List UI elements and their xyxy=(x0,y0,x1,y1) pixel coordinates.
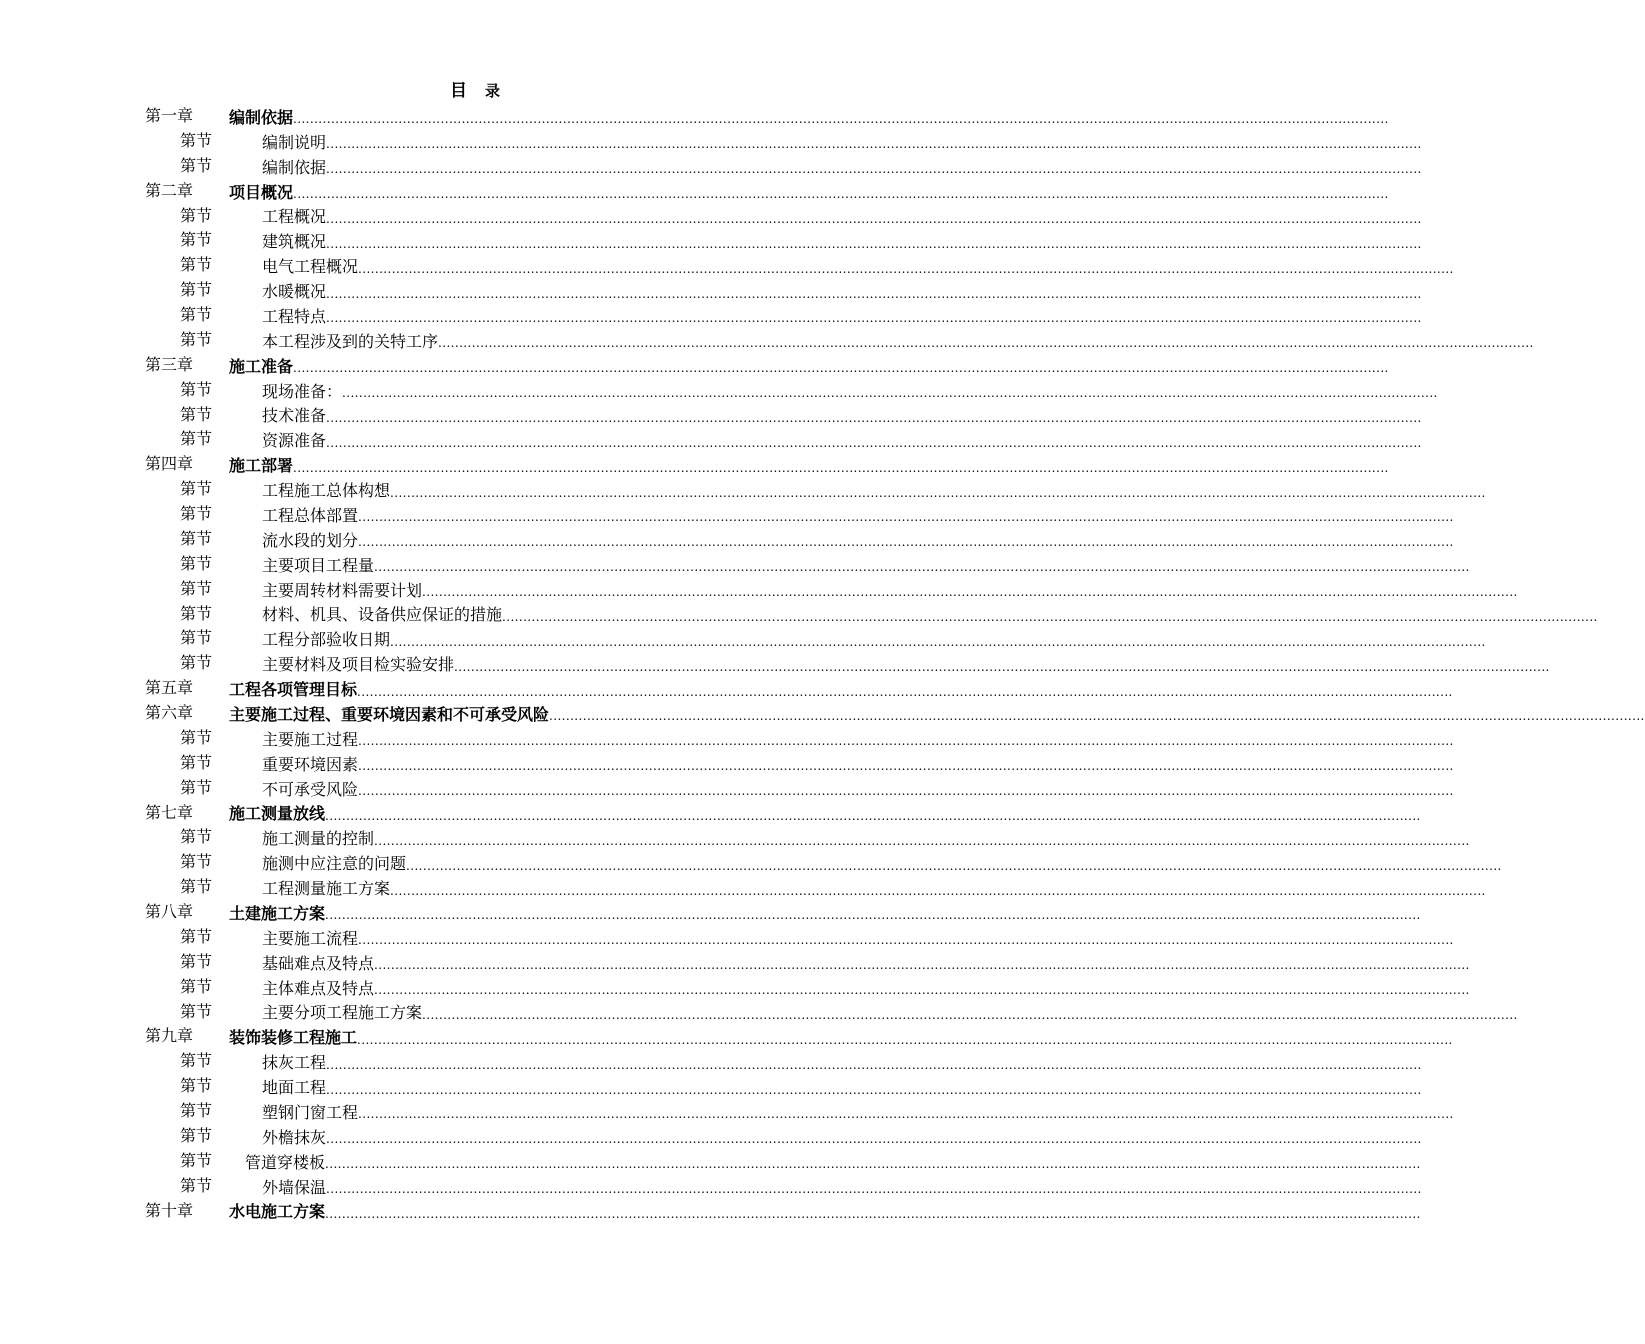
section-number: 第节 xyxy=(180,1150,213,1170)
toc-entry-text xyxy=(262,602,1598,627)
toc-entry-text xyxy=(262,253,1454,278)
chapter-number: 第八章 xyxy=(145,902,194,921)
section-number: 第节 xyxy=(180,329,213,349)
toc-entry-text xyxy=(262,726,1454,751)
dot-leader: .................................................................................................................................................................................................................................................................... xyxy=(326,1057,1422,1072)
toc-section-entry[interactable] xyxy=(0,751,1454,776)
toc-entry-text xyxy=(262,1174,1422,1199)
section-title: 编制说明 xyxy=(262,132,327,152)
dot-leader: .................................................................................................................................................................................................................................................................... xyxy=(326,1132,1422,1147)
toc-entry-text xyxy=(229,1024,1453,1049)
dot-leader: .................................................................................................................................................................................................................................................................... xyxy=(326,211,1422,226)
section-title: 主体难点及特点 xyxy=(262,978,375,998)
section-number: 第节 xyxy=(180,653,213,673)
toc-entry-text xyxy=(229,801,1421,826)
section-title: 抹灰工程 xyxy=(262,1053,327,1073)
toc-entry-text xyxy=(262,328,1534,353)
toc-entry-text xyxy=(262,875,1486,900)
dot-leader: .................................................................................................................................................................................................................................................................... xyxy=(502,609,1598,624)
section-number: 第节 xyxy=(180,1101,213,1120)
toc-entry-text xyxy=(229,1199,1421,1224)
toc-entry-text xyxy=(262,1124,1422,1149)
toc-section-entry[interactable] xyxy=(0,129,1422,154)
section-title: 管道穿楼板 xyxy=(245,1152,326,1172)
section-title: 主要项目工程量 xyxy=(262,555,375,575)
dot-leader: .................................................................................................................................................................................................................................................................... xyxy=(454,659,1550,674)
chapter-number: 第一章 xyxy=(145,106,194,125)
chapter-number: 第五章 xyxy=(145,678,194,698)
toc-chapter-entry[interactable] xyxy=(0,353,1389,378)
dot-leader: .................................................................................................................................................................................................................................................................... xyxy=(358,1107,1454,1122)
dot-leader: .................................................................................................................................................................................................................................................................... xyxy=(390,485,1486,500)
table-of-contents xyxy=(0,104,1645,1223)
chapter-title: 土建施工方案 xyxy=(229,903,326,923)
dot-leader: .................................................................................................................................................................................................................................................................... xyxy=(325,808,1421,823)
dot-leader: .................................................................................................................................................................................................................................................................... xyxy=(293,187,1389,202)
toc-entry-text xyxy=(262,278,1422,303)
chapter-number: 第十章 xyxy=(145,1200,194,1220)
toc-entry-text xyxy=(262,427,1422,452)
section-number: 第节 xyxy=(180,379,213,399)
section-number: 第节 xyxy=(180,628,213,648)
toc-section-entry[interactable] xyxy=(0,278,1422,303)
dot-leader: .................................................................................................................................................................................................................................................................... xyxy=(406,858,1502,873)
section-number: 第节 xyxy=(180,1125,213,1145)
toc-section-entry[interactable] xyxy=(0,975,1470,1000)
dot-leader: .................................................................................................................................................................................................................................................................... xyxy=(358,261,1454,276)
toc-section-entry[interactable] xyxy=(0,825,1470,850)
dot-leader: .................................................................................................................................................................................................................................................................... xyxy=(390,883,1486,898)
toc-section-entry[interactable] xyxy=(0,577,1518,602)
section-number: 第节 xyxy=(180,578,213,598)
dot-leader: .................................................................................................................................................................................................................................................................... xyxy=(293,361,1389,376)
toc-entry-text xyxy=(262,303,1422,328)
dot-leader: .................................................................................................................................................................................................................................................................... xyxy=(358,510,1454,525)
section-number: 第节 xyxy=(180,404,213,424)
section-number: 第节 xyxy=(180,130,213,150)
toc-section-entry[interactable] xyxy=(0,228,1422,253)
dot-leader: .................................................................................................................................................................................................................................................................... xyxy=(358,784,1454,799)
chapter-title: 编制依据 xyxy=(229,107,294,127)
section-number: 第节 xyxy=(180,205,213,225)
toc-entry-text xyxy=(229,900,1421,925)
toc-section-entry[interactable] xyxy=(0,1149,1421,1174)
section-title: 塑钢门窗工程 xyxy=(262,1102,359,1122)
dot-leader: .................................................................................................................................................................................................................................................................... xyxy=(326,410,1422,425)
chapter-title: 施工部署 xyxy=(229,456,294,476)
chapter-number: 第六章 xyxy=(145,703,194,722)
toc-entry-text xyxy=(229,179,1389,204)
toc-chapter-entry[interactable] xyxy=(0,801,1421,826)
section-title: 工程概况 xyxy=(262,207,327,227)
toc-chapter-entry[interactable] xyxy=(0,1199,1421,1224)
toc-section-entry[interactable] xyxy=(0,1049,1422,1074)
toc-section-entry[interactable] xyxy=(0,527,1454,552)
section-title: 地面工程 xyxy=(262,1078,327,1098)
toc-section-entry[interactable] xyxy=(0,1099,1454,1124)
section-title: 施测中应注意的问题 xyxy=(262,854,407,874)
section-number: 第节 xyxy=(180,504,213,523)
section-number: 第节 xyxy=(180,1001,213,1021)
toc-section-entry[interactable] xyxy=(0,875,1486,900)
section-title: 主要施工过程 xyxy=(262,729,359,749)
dot-leader: .................................................................................................................................................................................................................................................................... xyxy=(358,933,1454,948)
chapter-number: 第四章 xyxy=(145,454,194,474)
toc-entry-text xyxy=(262,1049,1422,1074)
section-title: 水暖概况 xyxy=(262,282,327,302)
section-number: 第节 xyxy=(180,877,213,897)
toc-entry-text xyxy=(262,975,1470,1000)
toc-entry-text xyxy=(262,204,1422,229)
section-title: 主要材料及项目检实验安排 xyxy=(262,655,455,675)
section-number: 第节 xyxy=(180,528,213,548)
dot-leader: .................................................................................................................................................................................................................................................................... xyxy=(422,1007,1518,1022)
toc-section-entry[interactable] xyxy=(0,776,1454,801)
section-number: 第节 xyxy=(180,777,213,797)
dot-leader: .................................................................................................................................................................................................................................................................... xyxy=(438,336,1534,351)
toc-entry-text xyxy=(245,1149,1421,1174)
section-title: 工程施工总体构想 xyxy=(262,481,391,501)
section-number: 第节 xyxy=(180,926,213,946)
toc-chapter-entry[interactable] xyxy=(0,104,1389,129)
toc-section-entry[interactable] xyxy=(0,477,1486,502)
section-number: 第节 xyxy=(180,479,213,499)
dot-leader: .................................................................................................................................................................................................................................................................... xyxy=(374,958,1470,973)
toc-entry-text xyxy=(262,651,1550,676)
section-title: 施工测量的控制 xyxy=(262,829,375,849)
toc-section-entry[interactable] xyxy=(0,726,1454,751)
dot-leader: .................................................................................................................................................................................................................................................................... xyxy=(357,684,1453,699)
dot-leader: .................................................................................................................................................................................................................................................................... xyxy=(293,460,1389,475)
section-number: 第节 xyxy=(180,976,213,996)
toc-section-entry[interactable] xyxy=(0,925,1454,950)
toc-chapter-entry[interactable] xyxy=(0,452,1389,477)
toc-entry-text xyxy=(262,850,1502,875)
toc-entry-text xyxy=(229,452,1389,477)
toc-section-entry[interactable] xyxy=(0,1074,1422,1099)
section-title: 电气工程概况 xyxy=(262,257,359,277)
section-number: 第节 xyxy=(180,1051,213,1071)
toc-entry-text xyxy=(229,701,1645,726)
toc-section-entry[interactable] xyxy=(0,204,1422,229)
chapter-title: 施工测量放线 xyxy=(229,804,326,824)
dot-leader: .................................................................................................................................................................................................................................................................... xyxy=(549,709,1645,724)
toc-entry-text xyxy=(262,129,1422,154)
toc-heading xyxy=(0,79,950,103)
section-number: 第节 xyxy=(180,155,213,175)
dot-leader: .................................................................................................................................................................................................................................................................... xyxy=(374,560,1470,575)
toc-entry-text xyxy=(229,676,1453,701)
toc-heading-char-2: 录 xyxy=(484,82,500,100)
section-number: 第节 xyxy=(180,255,213,275)
section-number: 第节 xyxy=(180,1076,213,1096)
section-title: 主要分项工程施工方案 xyxy=(262,1003,423,1023)
toc-entry-text xyxy=(262,1000,1518,1025)
toc-entry-text xyxy=(262,378,1438,403)
toc-section-entry[interactable] xyxy=(0,328,1534,353)
toc-entry-text xyxy=(262,552,1470,577)
chapter-number: 第二章 xyxy=(145,180,194,200)
dot-leader: .................................................................................................................................................................................................................................................................... xyxy=(325,1157,1421,1172)
toc-chapter-entry[interactable] xyxy=(0,701,1645,726)
section-number: 第节 xyxy=(180,727,213,747)
toc-chapter-entry[interactable] xyxy=(0,1024,1453,1049)
toc-section-entry[interactable] xyxy=(0,1000,1518,1025)
section-title: 工程测量施工方案 xyxy=(262,879,391,899)
section-number: 第节 xyxy=(180,603,213,623)
section-title: 建筑概况 xyxy=(262,232,327,252)
section-number: 第节 xyxy=(180,852,213,872)
chapter-title: 水电施工方案 xyxy=(229,1202,326,1222)
toc-entry-text xyxy=(262,154,1422,179)
section-number: 第节 xyxy=(180,827,213,847)
dot-leader: .................................................................................................................................................................................................................................................................... xyxy=(374,833,1470,848)
toc-entry-text xyxy=(262,776,1454,801)
chapter-title: 主要施工过程、重要环境因素和不可承受风险 xyxy=(229,704,550,724)
section-title: 外墙保温 xyxy=(262,1177,327,1197)
dot-leader: .................................................................................................................................................................................................................................................................... xyxy=(357,1032,1453,1047)
section-title: 主要周转材料需要计划 xyxy=(262,580,423,600)
section-title: 资源准备 xyxy=(262,431,327,451)
toc-entry-text xyxy=(262,1099,1454,1124)
toc-heading-char-1: 目 xyxy=(449,81,467,101)
section-title: 工程总体部置 xyxy=(262,505,359,525)
toc-entry-text xyxy=(229,353,1389,378)
toc-entry-text xyxy=(262,626,1486,651)
toc-entry-text xyxy=(262,502,1454,527)
chapter-number: 第三章 xyxy=(145,354,194,374)
section-title: 技术准备 xyxy=(262,406,327,426)
toc-entry-text xyxy=(262,577,1518,602)
dot-leader: .................................................................................................................................................................................................................................................................... xyxy=(358,759,1454,774)
dot-leader: .................................................................................................................................................................................................................................................................... xyxy=(326,137,1422,152)
toc-chapter-entry[interactable] xyxy=(0,900,1421,925)
chapter-title: 装饰装修工程施工 xyxy=(229,1028,358,1048)
section-title: 编制依据 xyxy=(262,157,327,177)
dot-leader: .................................................................................................................................................................................................................................................................... xyxy=(358,535,1454,550)
toc-entry-text xyxy=(262,825,1470,850)
toc-entry-text xyxy=(262,950,1470,975)
toc-section-entry[interactable] xyxy=(0,950,1470,975)
toc-section-entry[interactable] xyxy=(0,1124,1422,1149)
dot-leader: .................................................................................................................................................................................................................................................................... xyxy=(326,236,1422,251)
dot-leader: .................................................................................................................................................................................................................................................................... xyxy=(326,162,1422,177)
section-number: 第节 xyxy=(180,951,213,971)
toc-section-entry[interactable] xyxy=(0,427,1422,452)
toc-entry-text xyxy=(262,925,1454,950)
dot-leader: .................................................................................................................................................................................................................................................................... xyxy=(293,112,1389,127)
dot-leader: .................................................................................................................................................................................................................................................................... xyxy=(326,435,1422,450)
toc-chapter-entry[interactable] xyxy=(0,676,1453,701)
section-number: 第节 xyxy=(180,553,213,573)
section-title: 基础难点及特点 xyxy=(262,953,375,973)
toc-entry-text xyxy=(229,104,1389,129)
dot-leader: .................................................................................................................................................................................................................................................................... xyxy=(325,1206,1421,1221)
chapter-title: 工程各项管理目标 xyxy=(229,680,358,700)
section-title: 外檐抹灰 xyxy=(262,1127,327,1147)
section-number: 第节 xyxy=(180,1175,213,1195)
toc-entry-text xyxy=(262,527,1454,552)
section-title: 不可承受风险 xyxy=(262,779,359,799)
dot-leader: .................................................................................................................................................................................................................................................................... xyxy=(358,734,1454,749)
dot-leader: .................................................................................................................................................................................................................................................................... xyxy=(326,1182,1422,1197)
toc-section-entry[interactable] xyxy=(0,403,1422,428)
toc-section-entry[interactable] xyxy=(0,502,1454,527)
section-title: 现场准备： xyxy=(262,381,343,401)
toc-section-entry[interactable] xyxy=(0,602,1598,627)
section-title: 材料、机具、设备供应保证的措施 xyxy=(262,605,503,625)
section-title: 本工程涉及到的关特工序 xyxy=(262,331,439,351)
toc-entry-text xyxy=(262,751,1454,776)
section-number: 第节 xyxy=(180,280,213,300)
toc-section-entry[interactable] xyxy=(0,626,1486,651)
dot-leader: .................................................................................................................................................................................................................................................................... xyxy=(326,286,1422,301)
toc-chapter-entry[interactable] xyxy=(0,179,1389,204)
section-number: 第节 xyxy=(180,305,213,324)
toc-entry-text xyxy=(262,1074,1422,1099)
chapter-number: 第九章 xyxy=(145,1026,194,1046)
toc-section-entry[interactable] xyxy=(0,1174,1422,1199)
dot-leader: .................................................................................................................................................................................................................................................................... xyxy=(326,1082,1422,1097)
dot-leader: .................................................................................................................................................................................................................................................................... xyxy=(326,311,1422,326)
dot-leader: .................................................................................................................................................................................................................................................................... xyxy=(374,983,1470,998)
toc-section-entry[interactable] xyxy=(0,378,1438,403)
section-title: 工程特点 xyxy=(262,306,327,326)
toc-section-entry[interactable] xyxy=(0,154,1422,179)
dot-leader: .................................................................................................................................................................................................................................................................... xyxy=(325,908,1421,923)
chapter-number: 第七章 xyxy=(145,802,194,822)
section-title: 重要环境因素 xyxy=(262,754,359,774)
toc-entry-text xyxy=(262,403,1422,428)
toc-entry-text xyxy=(262,477,1486,502)
section-number: 第节 xyxy=(180,429,213,449)
section-title: 主要施工流程 xyxy=(262,928,359,948)
section-number: 第节 xyxy=(180,230,213,250)
toc-section-entry[interactable] xyxy=(0,651,1550,676)
section-title: 工程分部验收日期 xyxy=(262,630,391,650)
dot-leader: .................................................................................................................................................................................................................................................................... xyxy=(422,585,1518,600)
toc-section-entry[interactable] xyxy=(0,253,1454,278)
chapter-title: 项目概况 xyxy=(229,182,294,202)
toc-section-entry[interactable] xyxy=(0,552,1470,577)
section-number: 第节 xyxy=(180,752,213,772)
dot-leader: .................................................................................................................................................................................................................................................................... xyxy=(342,386,1438,401)
chapter-title: 施工准备 xyxy=(229,356,294,376)
toc-section-entry[interactable] xyxy=(0,850,1502,875)
toc-section-entry[interactable] xyxy=(0,303,1422,328)
toc-entry-text xyxy=(262,228,1422,253)
dot-leader: .................................................................................................................................................................................................................................................................... xyxy=(390,634,1486,649)
section-title: 流水段的划分 xyxy=(262,530,359,550)
